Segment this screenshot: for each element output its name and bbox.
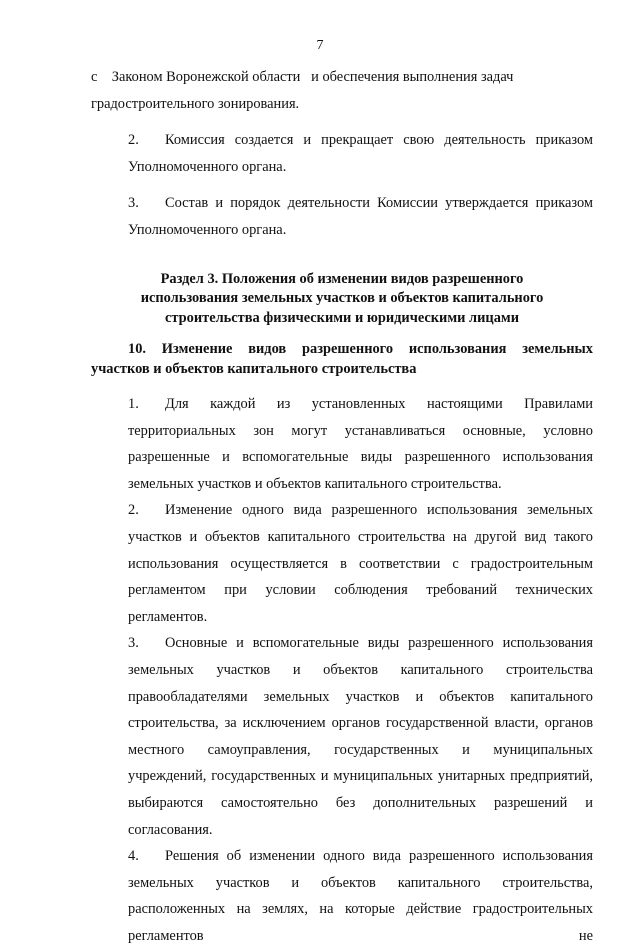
intro-line-2: градостроительного зонирования. xyxy=(91,95,300,112)
paragraph-number: 1. xyxy=(128,396,139,413)
paragraph-text: Комиссия создается и прекращает свою деятельность приказом Уполномоченного органа. xyxy=(128,132,593,175)
article-heading-line-2: участков и объектов капитального строительства xyxy=(91,360,417,377)
paragraph-text: Решения об изменении одного вида разрешенного использования земельных участков и объектов капитального строительства, расположенных на землях, на которые действие градостроительных регламентов не xyxy=(128,848,593,944)
paragraph-text: Для каждой из установленных настоящими Правилами территориальных зон могут устанавливаться основные, условно разрешенные и вспомогательные виды разрешенного использования земельных участков и объектов капитального строительства. xyxy=(128,396,593,492)
paragraph-text: Состав и порядок деятельности Комиссии утверждается приказом Уполномоченного органа. xyxy=(128,195,593,238)
paragraph-number: 3. xyxy=(128,635,139,652)
intro-line-1: с Законом Воронежской области и обеспечения выполнения задач xyxy=(91,69,514,85)
page-number: 7 xyxy=(316,38,324,53)
paragraph-top-3 xyxy=(91,190,593,243)
article-heading xyxy=(91,340,593,360)
paragraph-3 xyxy=(91,630,593,843)
document-body xyxy=(91,64,593,950)
paragraph-1 xyxy=(91,391,593,497)
paragraph-number: 2. xyxy=(128,132,139,149)
paragraph-text: Основные и вспомогательные виды разрешенного использования земельных участков и объектов капитального строительства правообладателями земельных участков и объектов капитального строительства, за исключением органов государственной власти, органов местного самоуправления, государственных и муниципальных учреждений, государственных и муниципальных унитарных предприятий, выбираются самостоятельно без дополнительных разрешений и согласования. xyxy=(128,635,593,838)
article-heading-line-1: 10. Изменение видов разрешенного использования земельных xyxy=(128,341,593,358)
section-heading: Раздел 3. Положения об изменении видов разрешенного использования земельных участков и объектов капитального строительства физическими и юридическими лицами xyxy=(140,270,544,326)
paragraph-number: 2. xyxy=(128,502,139,519)
paragraph-top-2 xyxy=(91,127,593,180)
paragraph-2 xyxy=(91,497,593,630)
paragraph-4 xyxy=(91,843,593,949)
paragraph-number: 3. xyxy=(128,195,139,212)
paragraph-text: Изменение одного вида разрешенного использования земельных участков и объектов капитального строительства на другой вид такого использования осуществляется в соответствии с градостроительным регламентом при условии соблюдения требований технических регламентов. xyxy=(128,502,593,625)
paragraph-number: 4. xyxy=(128,848,139,865)
